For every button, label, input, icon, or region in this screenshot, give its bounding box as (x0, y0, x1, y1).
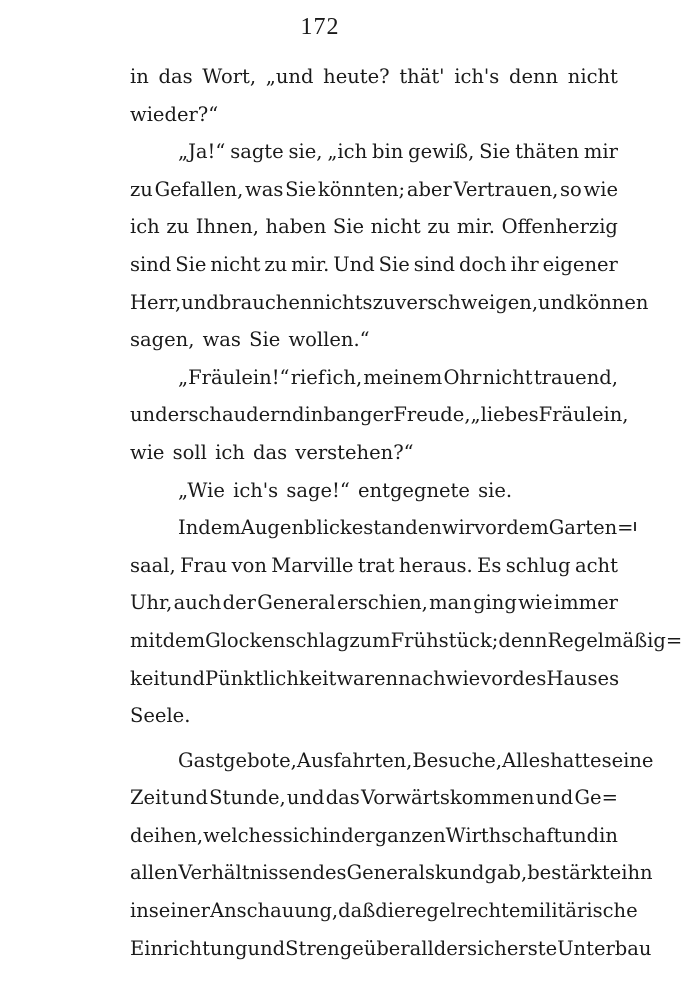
text-line: und erschaudernd in banger Freude, „liebes Fräulein, (130, 403, 629, 427)
text-line: Seele. (130, 704, 191, 728)
text-line: Uhr, auch der General erschien, man ging wie immer (130, 591, 618, 615)
text-line: „Wie ich's sage!“ entgegnete sie. (178, 478, 513, 502)
text-line: in seiner Anschauung, daß die regelrechte militärische (130, 899, 638, 923)
text-line: Zeit und Stunde, und das Vorwärtskommen und Ge= (130, 786, 618, 810)
text-line: wie soll ich das verstehen?“ (130, 440, 414, 464)
text-line: sind Sie nicht zu mir. Und Sie sind doch ihr eigener (130, 252, 618, 276)
text-line: mit dem Glockenschlag zum Frühstück; denn Regelmäßig= (130, 628, 682, 652)
text-line: Herr, und brauchen nichts zu verschweigen, und können (130, 290, 649, 314)
text-line: „Fräulein!“ rief ich, meinem Ohr nicht trauend, (178, 365, 618, 389)
text-line: In dem Augenblicke standen wir vor dem Garten= (178, 516, 634, 540)
text-line: wieder?“ (130, 102, 219, 126)
text-line: „Ja!“ sagte sie, „ich bin gewiß, Sie thäten mir (178, 140, 618, 164)
margin-mark (634, 522, 636, 531)
body-text (130, 58, 682, 967)
text-line: sagen, was Sie wollen.“ (130, 328, 370, 352)
text-line: zu Gefallen, was Sie könnten; aber Vertrauen, so wie (130, 177, 618, 201)
page-number: 172 (300, 14, 340, 40)
text-line: in das Wort, „und heute? thät' ich's denn nicht (130, 65, 618, 88)
text-line: Gastgebote, Ausfahrten, Besuche, Alles hatte seine (178, 748, 654, 772)
text-line: allen Verhältnissen des Generals kundgab, bestärkte ihn (130, 861, 653, 885)
text-line: deihen, welches sich in der ganzen Wirthschaft und in (130, 823, 618, 847)
paragraph-gap (130, 735, 618, 742)
text-line: saal, Frau von Marville trat heraus. Es schlug acht (130, 553, 618, 577)
text-line: keit und Pünktlichkeit waren nach wie vor des Hauses (130, 666, 620, 690)
text-line: ich zu Ihnen, haben Sie nicht zu mir. Offenherzig (130, 215, 618, 239)
text-line: Einrichtung und Strenge überall der sicherste Unterbau (130, 936, 652, 960)
